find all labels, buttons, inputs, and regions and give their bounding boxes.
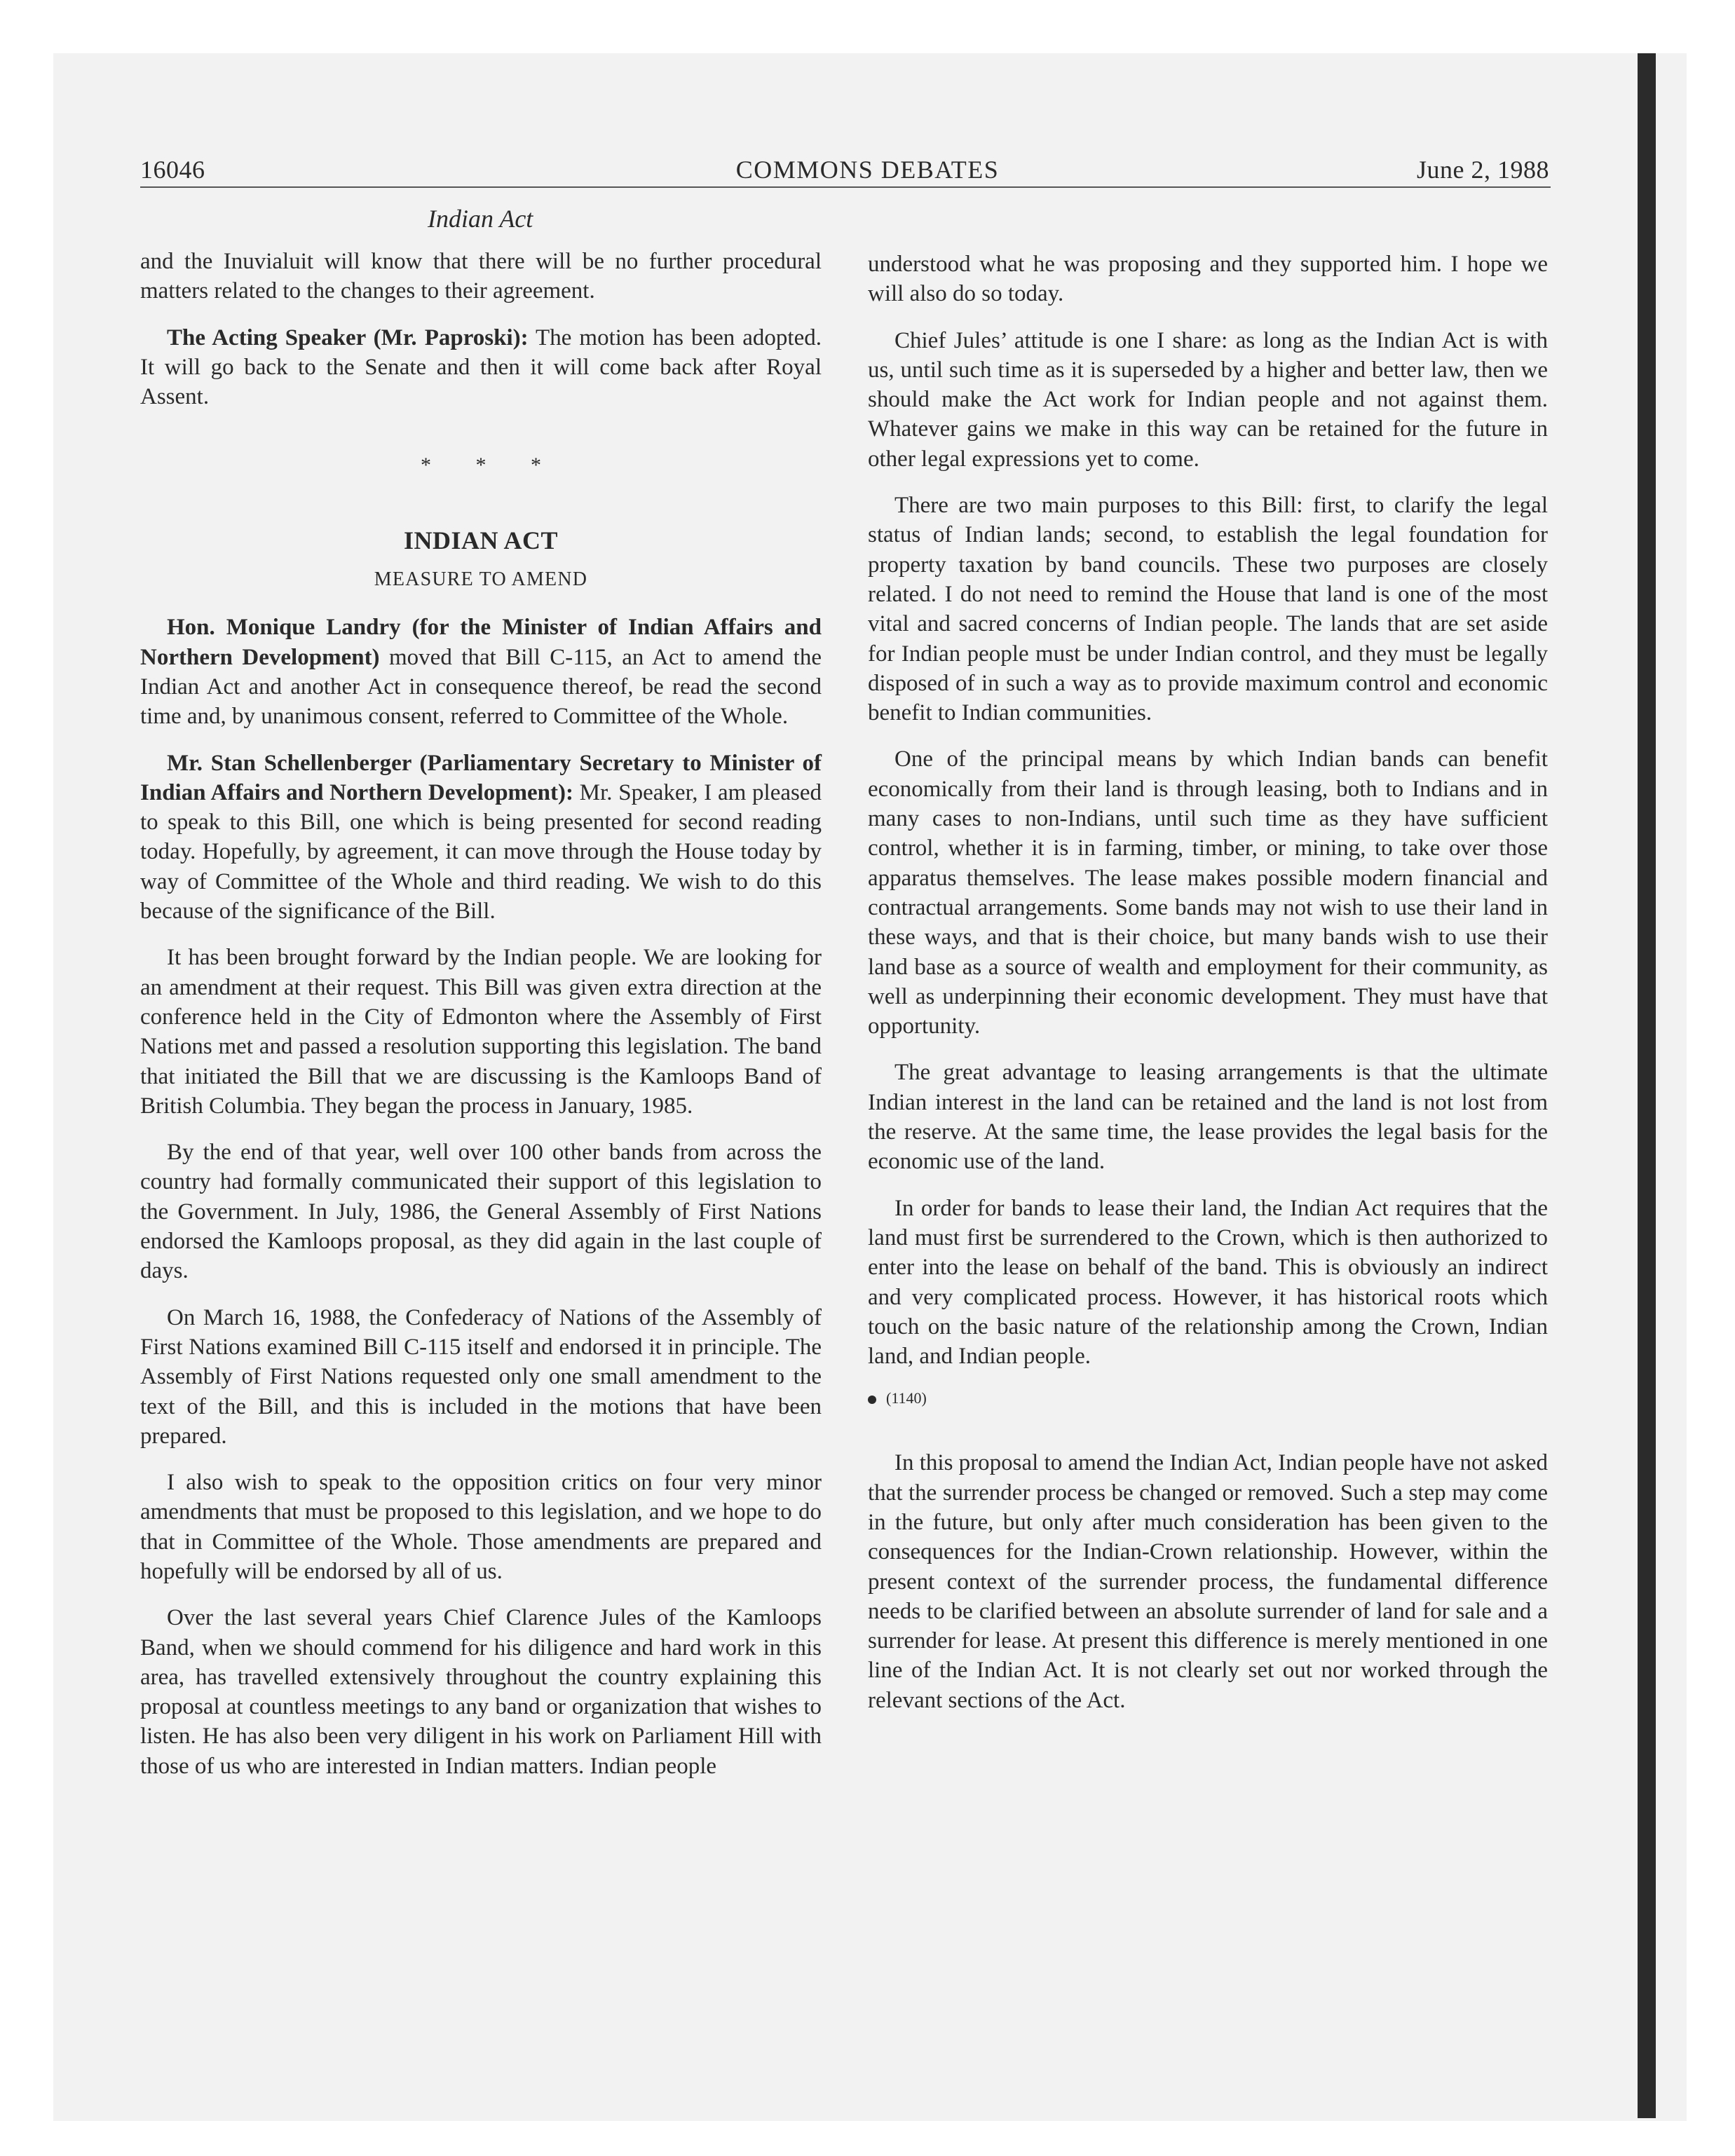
paragraph: By the end of that year, well over 100 other bands from across the country had formally communicated their support of this legislation to the Government. In July, 1986, the General Assembly of First Nations endorsed the Kamloops proposal, as they did again in the last couple of days. <box>140 1140 822 1284</box>
paragraph: Chief Jules’ attitude is one I share: as long as the Indian Act is with us, until such time as it is superseded by a higher and better law, then we should make the Act work for Indian people and not against them. Whatever gains we make in this way can be retained for the future in other legal expressions yet to come. <box>868 327 1548 472</box>
speaker-name: Hon. Monique Landry (for the Minister of Indian Affairs and Northern Development) <box>140 615 822 670</box>
time-marker <box>868 1388 1548 1409</box>
header-rule <box>140 186 1551 188</box>
paragraph: Over the last several years Chief Clarence Jules of the Kamloops Band, when we should commend for his diligence and hard work in this area, has travelled extensively throughout the country explaining this proposal at countless meetings to any band or organization that wishes to listen. He has also been very diligent in his work on Parliament Hill with those of us who are interested in Indian matters. Indian people <box>140 1605 822 1779</box>
paragraph: In order for bands to lease their land, the Indian Act requires that the land must first be surrendered to the Crown, which is then authorized to enter into the lease on behalf of the band. This is obviously an indirect and very complicated process. However, it has historical roots which touch on the basic nature of the relationship among the Crown, Indian land, and Indian people. <box>868 1195 1548 1370</box>
paragraph <box>140 323 822 412</box>
speech-text: The motion has been adopted. It will go back to the Senate and then it will come back after Royal Assent. <box>140 325 822 410</box>
publication-title: COMMONS DEBATES <box>735 156 1000 184</box>
publication-date: June 2, 1988 <box>1417 156 1549 184</box>
speech-text: moved that Bill C-115, an Act to amend the Indian Act and another Act in consequence thereof, be read the second time and, by unanimous consent, referred to Committee of the Whole. <box>140 644 822 730</box>
paragraph: and the Inuvialuit will know that there will be no further procedural matters related to the changes to their agreement. <box>140 249 822 304</box>
page-binding-edge <box>1638 53 1656 2118</box>
paragraph: On March 16, 1988, the Confederacy of Nations of the Assembly of First Nations examined Bill C-115 itself and endorsed it in principle. The Assembly of First Nations requested only one small amendment to the text of the Bill, and this is included in the motions that have been prepared. <box>140 1304 822 1449</box>
left-column <box>140 247 822 1798</box>
time-marker-text: (1140) <box>886 1389 927 1407</box>
paragraph: understood what he was proposing and they supported him. I hope we will also do so today. <box>868 252 1548 307</box>
paragraph <box>140 749 822 927</box>
speech-text: Mr. Speaker, I am pleased to speak to this Bill, one which is being presented for second reading today. Hopefully, by agreement, it can move through the House today by way of Committee of the Whole and third reading. We wish to do this because of the significance of the Bill. <box>140 779 822 925</box>
section-subtitle: MEASURE TO AMEND <box>374 568 588 591</box>
speaker-name: The Acting Speaker (Mr. Paproski): <box>167 325 529 350</box>
paragraph: I also wish to speak to the opposition critics on four very minor amendments that must be proposed to this legislation, and we hope to do that in Committee of the Whole. Those amendments are prepared and hopefully will be endorsed by all of us. <box>140 1470 822 1584</box>
paragraph: In this proposal to amend the Indian Act, Indian people have not asked that the surrender process be changed or removed. Such a step may come in the future, but only after much consideration has been given to the consequences for the Indian-Crown relationship. However, within the present context of the surrender process, the fundamental difference needs to be clarified between an absolute surrender of land for sale and a surrender for lease. At present this difference is merely mentioned in one line of the Indian Act. It is not clearly set out nor worked through the relevant sections of the Act. <box>868 1450 1549 1713</box>
right-column <box>868 250 1548 1732</box>
speaker-name: Mr. Stan Schellenberger (Parliamentary Secretary to Minister of Indian Affairs and Northern Development): <box>140 750 822 805</box>
paragraph: One of the principal means by which Indian bands can benefit economically from their land is through leasing, both to Indians and in many cases to non-Indians, until such time as they have sufficient control, whether it is in farming, timber, or mining, to take over those apparatus themselves. The lease makes possible modern financial and contractual arrangements. Some bands may not wish to use their land in these ways, and that is their choice, but many bands wish to use their land base as a source of wealth and employment for their community, as well as underpinning their economic development. They must have that opportunity. <box>868 746 1548 1039</box>
section-title: INDIAN ACT <box>403 526 559 554</box>
paragraph: There are two main purposes to this Bill: first, to clarify the legal status of Indian lands; second, to establish the legal foundation for property taxation by band councils. These two purposes are closely related. I do not need to remind the House that land is one of the most vital and sacred concerns of Indian people. The lands that are set aside for Indian people must be under Indian control, and they must be legally disposed of in such a way as to provide maximum control and economic benefit to Indian communities. <box>868 493 1548 726</box>
page-number: 16046 <box>140 156 205 184</box>
section-separator: * * * <box>421 453 561 477</box>
paragraph: The great advantage to leasing arrangements is that the ultimate Indian interest in the land can be retained and the land is not lost from the reserve. At the same time, the lease provides the legal basis for the economic use of the land. <box>868 1060 1548 1175</box>
paragraph <box>140 613 822 731</box>
paragraph: It has been brought forward by the Indian people. We are looking for an amendment at their request. This Bill was given extra direction at the conference held in the City of Edmonton where the Assembly of First Nations met and passed a resolution supporting this legislation. The band that initiated the Bill that we are discussing is the Kamloops Band of British Columbia. They began the process in January, 1985. <box>140 945 822 1119</box>
running-topic: Indian Act <box>428 205 533 233</box>
bullet-icon <box>868 1396 876 1404</box>
